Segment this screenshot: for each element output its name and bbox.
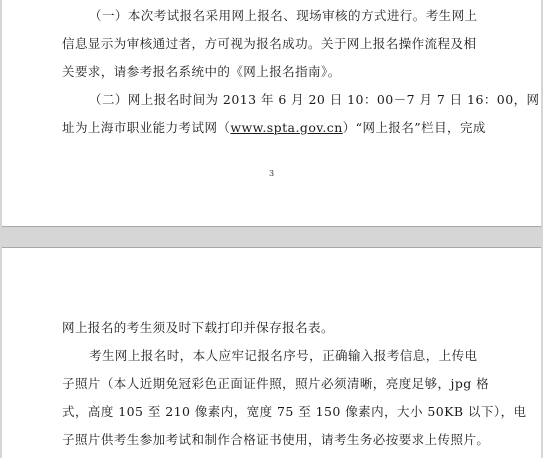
document-page-3	[2, 0, 541, 227]
paragraph-line: 信息显示为审核通过者，方可视为报名成功。关于网上报名操作流程及相	[62, 36, 477, 51]
paragraph-line: 式，高度 105 至 210 像素内，宽度 75 至 150 像素内，大小 50KB 以下），电	[62, 404, 527, 419]
paragraph-line: 子照片（本人近期免冠彩色正面证件照，照片必须清晰，亮度足够，jpg 格	[62, 376, 490, 391]
text-segment: 址为上海市职业能力考试网（	[62, 120, 231, 135]
paragraph-line: （二）网上报名时间为 2013 年 6 月 20 日 10：00－7 月 7 日 16：00，网	[89, 92, 540, 107]
text-segment: ）“网上报名”栏目，完成	[342, 120, 486, 135]
page-text	[62, 2, 540, 142]
page-text	[62, 314, 527, 454]
website-link[interactable]: www.spta.gov.cn	[230, 120, 343, 135]
paragraph-line: 考生网上报名时，本人应牢记报名序号，正确输入报考信息，上传电	[89, 348, 478, 363]
paragraph-line: 子照片供考生参加考试和制作合格证书使用，请考生务必按要求上传照片。	[62, 432, 490, 447]
paragraph-line: （一）本次考试报名采用网上报名、现场审核的方式进行。考生网上	[89, 8, 478, 23]
document-page-4	[2, 247, 541, 458]
paragraph-line: 网上报名的考生须及时下载打印并保存报名表。	[62, 320, 334, 335]
page-number: 3	[268, 169, 275, 178]
paragraph-line: 关要求，请参考报名系统中的《网上报名指南》。	[62, 64, 341, 79]
paragraph-line	[62, 114, 486, 142]
